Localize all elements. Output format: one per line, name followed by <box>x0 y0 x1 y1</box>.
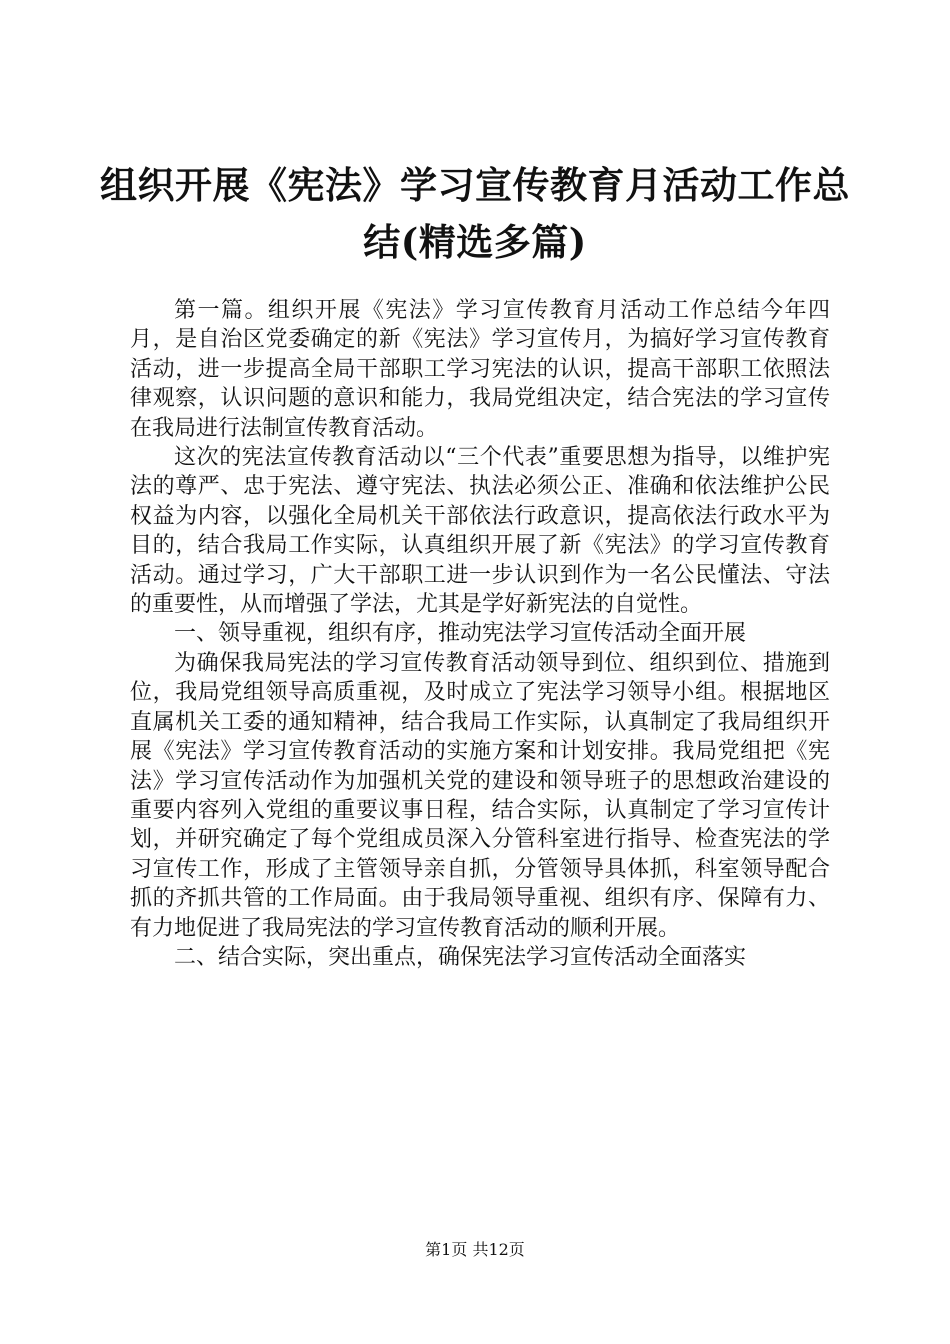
page-number-footer: 第1页 共12页 <box>425 1240 525 1259</box>
section-heading-1: 一、领导重视，组织有序，推动宪法学习宣传活动全面开展 <box>174 621 747 647</box>
paragraph-intro: 第一篇。组织开展《宪法》学习宣传教育月活动工作总结今年四月，是自治区党委确定的新《宪法》学习宣传月，为搞好学习宣传教育活动，进一步提高全局干部职工学习宪法的认识，提高干部职工依照法律观察，认识问题的意识和能力，我局党组决定，结合宪法的学习宣传在我局进行法制宣传教育活动。 <box>130 298 830 441</box>
document-title-line-1: 组织开展《宪法》学习宣传教育月活动工作总 <box>100 163 850 207</box>
paragraph-section-1: 为确保我局宪法的学习宣传教育活动领导到位、组织到位、措施到位，我局党组领导高质重视，及时成立了宪法学习领导小组。根据地区直属机关工委的通知精神，结合我局工作实际，认真制定了我局组织开展《宪法》学习宣传教育活动的实施方案和计划安排。我局党组把《宪法》学习宣传活动作为加强机关党的建设和领导班子的思想政治建设的重要内容列入党组的重要议事日程，结合实际，认真制定了学习宣传计划，并研究确定了每个党组成员深入分管科室进行指导、检查宪法的学习宣传工作，形成了主管领导亲自抓，分管领导具体抓，科室领导配合抓的齐抓共管的工作局面。由于我局领导重视、组织有序、保障有力、有力地促进了我局宪法的学习宣传教育活动的顺利开展。 <box>130 650 830 941</box>
section-heading-2: 二、结合实际，突出重点，确保宪法学习宣传活动全面落实 <box>174 944 747 970</box>
document-body <box>130 296 830 972</box>
document-title-line-2: 结(精选多篇) <box>363 220 587 264</box>
paragraph-overview: 这次的宪法宣传教育活动以“三个代表”重要思想为指导，以维护宪法的尊严、忠于宪法、遵守宪法、执法必须公正、准确和依法维护公民权益为内容，以强化全局机关干部依法行政意识，提高依法行政水平为目的，结合我局工作实际，认真组织开展了新《宪法》的学习宣传教育活动。通过学习，广大干部职工进一步认识到作为一名公民懂法、守法的重要性，从而增强了学法，尤其是学好新宪法的自觉性。 <box>130 445 830 618</box>
